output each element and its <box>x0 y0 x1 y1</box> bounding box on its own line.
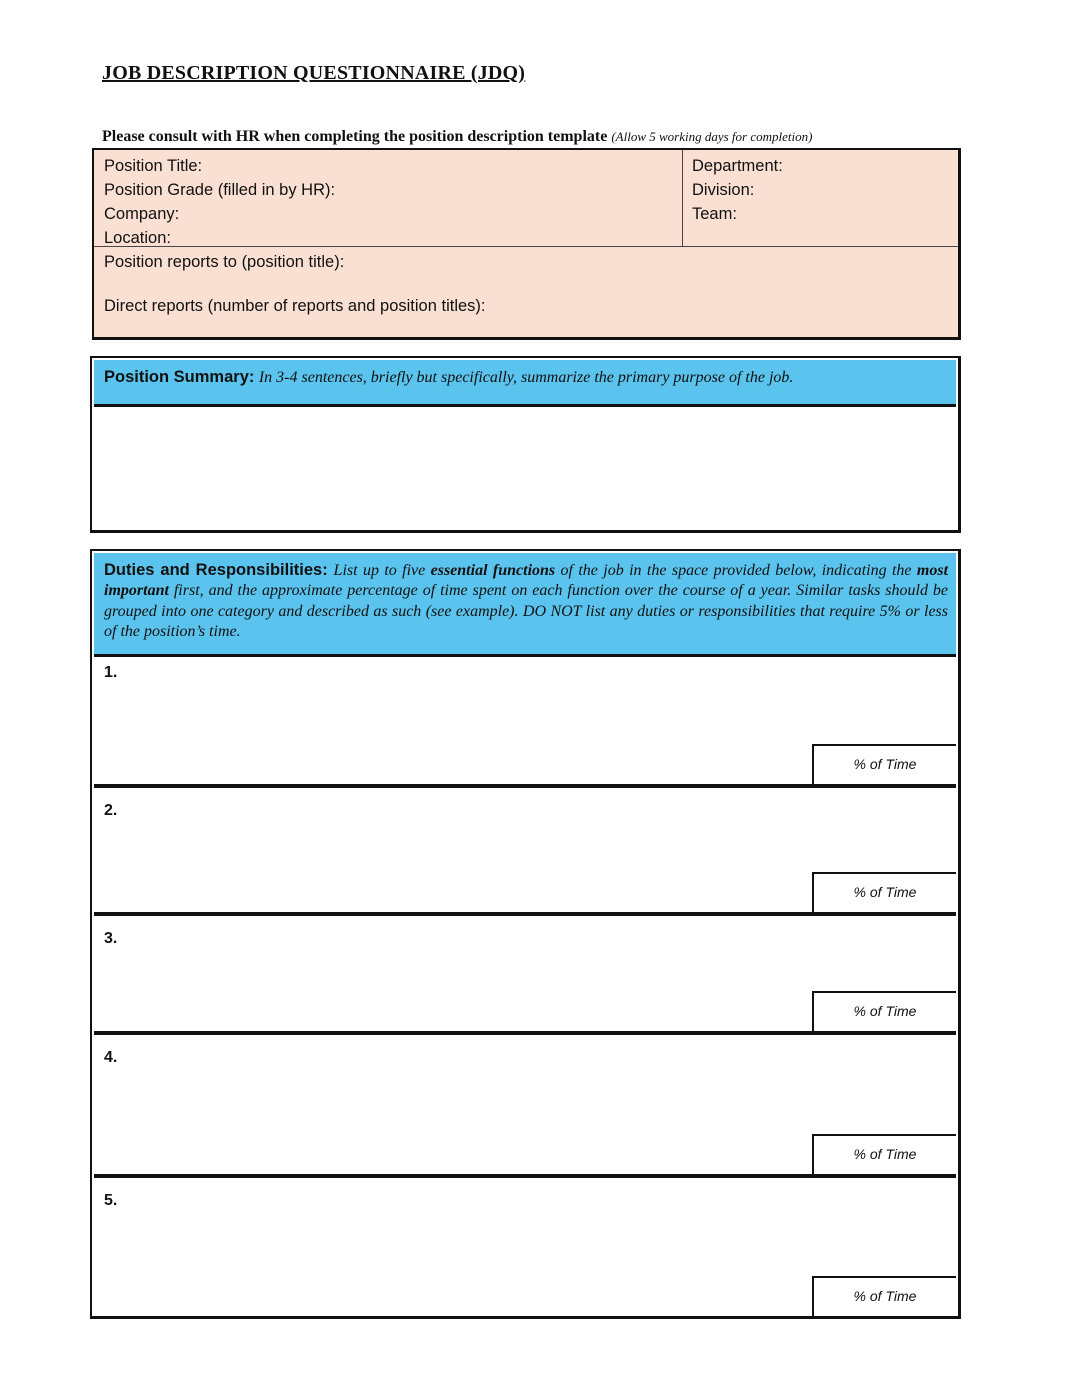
location-label[interactable]: Location: <box>104 229 171 247</box>
duties-header <box>94 553 956 657</box>
duty-row-4[interactable] <box>94 1035 956 1178</box>
duty-row-1[interactable] <box>94 650 956 788</box>
percent-of-time-field[interactable]: % of Time <box>812 991 956 1031</box>
direct-reports-label[interactable]: Direct reports (number of reports and position titles): <box>104 297 486 315</box>
position-summary-input-area[interactable] <box>94 399 956 530</box>
duty-number: 5. <box>104 1192 118 1209</box>
duty-row-5[interactable] <box>94 1178 956 1316</box>
department-label[interactable]: Department: <box>692 157 783 175</box>
duty-number: 2. <box>104 802 118 819</box>
position-summary-instruction: In 3-4 sentences, briefly but specifically, summarize the primary purpose of the job. <box>258 369 794 386</box>
percent-of-time-field[interactable]: % of Time <box>812 1134 956 1174</box>
position-grade-label[interactable]: Position Grade (filled in by HR): <box>104 181 336 199</box>
duties-heading: Duties and Responsibilities: <box>104 561 328 579</box>
percent-of-time-field[interactable]: % of Time <box>812 872 956 912</box>
consult-instruction <box>102 128 812 146</box>
division-label[interactable]: Division: <box>692 181 755 199</box>
duty-number: 4. <box>104 1049 118 1066</box>
document-title: JOB DESCRIPTION QUESTIONNAIRE (JDQ) <box>102 62 526 84</box>
reports-to-label[interactable]: Position reports to (position title): <box>104 253 345 271</box>
percent-of-time-field[interactable]: % of Time <box>812 744 956 784</box>
position-info-box <box>92 148 961 340</box>
duty-number: 3. <box>104 930 118 947</box>
duties-section <box>90 549 961 1319</box>
duty-row-3[interactable] <box>94 916 956 1035</box>
percent-of-time-field[interactable]: % of Time <box>812 1276 956 1316</box>
duties-instruction: List up to five essential functions of the job in the space provided below, indicating the most important first, and the approximate percentage of time spent on each function over the course of a year. Similar tasks should be grouped into one category and described as such (see example). DO NOT list any duties or responsibilities that require 5% or less of the position’s time. <box>104 562 949 641</box>
company-label[interactable]: Company: <box>104 205 180 223</box>
position-title-label[interactable]: Position Title: <box>104 157 203 175</box>
consult-note: (Allow 5 working days for completion) <box>611 129 813 144</box>
position-summary-section <box>90 356 961 533</box>
info-divider-vertical <box>682 150 683 246</box>
duty-number: 1. <box>104 664 118 681</box>
team-label[interactable]: Team: <box>692 205 737 223</box>
consult-text: Please consult with HR when completing the position description template <box>102 128 608 145</box>
duty-row-2[interactable] <box>94 788 956 916</box>
info-divider-horizontal <box>94 246 958 247</box>
position-summary-heading: Position Summary: <box>104 368 255 386</box>
